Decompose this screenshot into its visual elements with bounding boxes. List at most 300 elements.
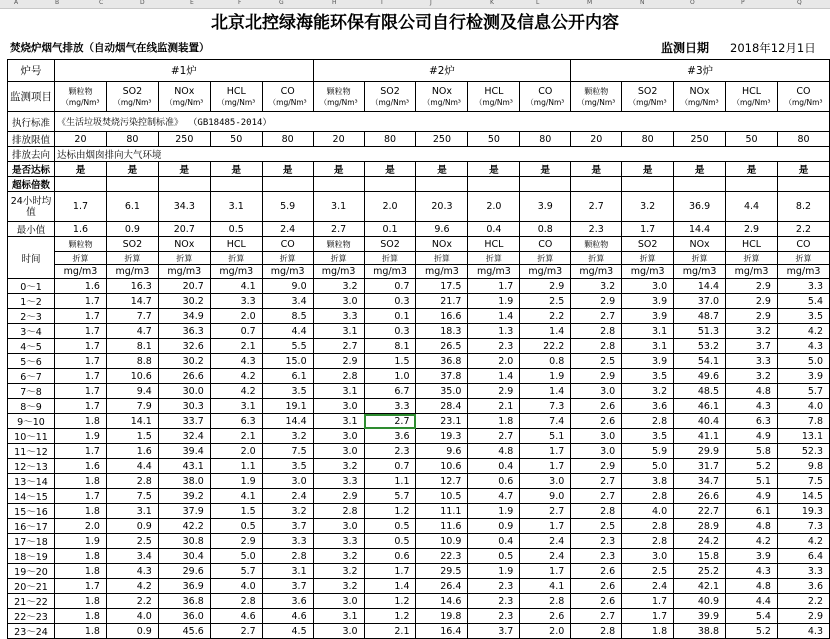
hour-label[interactable]: 23～24: [8, 624, 55, 639]
converted-label[interactable]: 折算: [726, 252, 778, 265]
data-cell[interactable]: 7.8: [777, 414, 829, 429]
data-cell[interactable]: 4.9: [726, 429, 778, 444]
data-cell[interactable]: 2.8: [571, 504, 622, 519]
compliance-value[interactable]: 是: [106, 162, 158, 177]
data-cell[interactable]: 2.9: [777, 609, 829, 624]
exceed-value[interactable]: [364, 177, 416, 192]
data-cell[interactable]: 2.9: [520, 279, 571, 294]
data-cell[interactable]: 6.7: [364, 384, 416, 399]
data-cell[interactable]: 4.4: [726, 594, 778, 609]
converted-label[interactable]: 折算: [777, 252, 829, 265]
column-header-G[interactable]: G: [279, 0, 284, 6]
data-cell[interactable]: 30.3: [158, 399, 210, 414]
data-cell[interactable]: 1.8: [55, 474, 107, 489]
column-header-N[interactable]: N: [640, 0, 645, 6]
data-cell[interactable]: 1.4: [468, 369, 520, 384]
compliance-label[interactable]: 是否达标: [8, 162, 55, 177]
data-cell[interactable]: 7.5: [106, 489, 158, 504]
data-cell[interactable]: 8.1: [364, 339, 416, 354]
hour-label[interactable]: 7～8: [8, 384, 55, 399]
data-cell[interactable]: 3.3: [777, 564, 829, 579]
destination-value[interactable]: 达标由烟囱排向大气环境: [55, 147, 830, 162]
data-cell[interactable]: 1.8: [55, 624, 107, 639]
data-cell[interactable]: 2.8: [313, 504, 364, 519]
compliance-value[interactable]: 是: [210, 162, 262, 177]
avg24-value[interactable]: 1.7: [55, 192, 107, 222]
unit-label[interactable]: mg/m3: [55, 265, 107, 279]
data-cell[interactable]: 5.0: [622, 459, 674, 474]
data-cell[interactable]: 3.0: [262, 474, 313, 489]
data-cell[interactable]: 19.8: [416, 609, 468, 624]
min-value[interactable]: 0.8: [520, 222, 571, 237]
data-cell[interactable]: 10.6: [106, 369, 158, 384]
pollutant-header-2[interactable]: CO: [777, 237, 829, 252]
limit-value[interactable]: 250: [674, 132, 726, 147]
data-cell[interactable]: 2.4: [622, 579, 674, 594]
data-cell[interactable]: 14.4: [674, 279, 726, 294]
data-cell[interactable]: 3.2: [313, 459, 364, 474]
data-cell[interactable]: 42.1: [674, 579, 726, 594]
data-cell[interactable]: 1.7: [55, 309, 107, 324]
data-cell[interactable]: 0.5: [364, 519, 416, 534]
data-cell[interactable]: 2.8: [622, 534, 674, 549]
data-cell[interactable]: 19.3: [416, 429, 468, 444]
avg24-value[interactable]: 4.4: [726, 192, 778, 222]
pollutant-header-2[interactable]: HCL: [210, 237, 262, 252]
data-cell[interactable]: 36.0: [158, 609, 210, 624]
data-cell[interactable]: 36.8: [158, 594, 210, 609]
data-cell[interactable]: 5.5: [262, 339, 313, 354]
data-cell[interactable]: 1.6: [55, 279, 107, 294]
data-cell[interactable]: 1.8: [55, 414, 107, 429]
data-cell[interactable]: 3.0: [520, 474, 571, 489]
data-cell[interactable]: 4.6: [262, 609, 313, 624]
data-cell[interactable]: 3.2: [313, 549, 364, 564]
data-cell[interactable]: 3.0: [313, 519, 364, 534]
pollutant-header[interactable]: [313, 82, 364, 112]
min-value[interactable]: 0.1: [364, 222, 416, 237]
data-cell[interactable]: 3.1: [622, 324, 674, 339]
data-cell[interactable]: 4.2: [726, 534, 778, 549]
data-cell[interactable]: 34.7: [674, 474, 726, 489]
data-cell[interactable]: 2.9: [571, 294, 622, 309]
limit-value[interactable]: 250: [416, 132, 468, 147]
data-cell[interactable]: 2.4: [520, 534, 571, 549]
data-cell[interactable]: 2.0: [210, 309, 262, 324]
hour-label[interactable]: 16～17: [8, 519, 55, 534]
data-cell[interactable]: 10.9: [416, 534, 468, 549]
exceed-value[interactable]: [416, 177, 468, 192]
data-cell[interactable]: 26.6: [674, 489, 726, 504]
limit-value[interactable]: 80: [364, 132, 416, 147]
data-cell[interactable]: 2.5: [520, 294, 571, 309]
data-cell[interactable]: 36.3: [158, 324, 210, 339]
data-cell[interactable]: 19.1: [262, 399, 313, 414]
unit-label[interactable]: mg/m3: [106, 265, 158, 279]
min-value[interactable]: 2.2: [777, 222, 829, 237]
converted-label[interactable]: 折算: [262, 252, 313, 265]
data-cell[interactable]: 2.0: [468, 354, 520, 369]
data-cell[interactable]: 2.3: [571, 534, 622, 549]
min-value[interactable]: 1.6: [55, 222, 107, 237]
data-cell[interactable]: 5.7: [210, 564, 262, 579]
exceed-value[interactable]: [106, 177, 158, 192]
exceed-value[interactable]: [262, 177, 313, 192]
data-cell[interactable]: 1.9: [468, 504, 520, 519]
data-cell[interactable]: 4.3: [777, 624, 829, 639]
data-cell[interactable]: 4.2: [106, 579, 158, 594]
data-cell[interactable]: 4.8: [726, 384, 778, 399]
data-cell[interactable]: 3.1: [622, 339, 674, 354]
data-cell[interactable]: 2.1: [468, 399, 520, 414]
data-cell[interactable]: 1.7: [55, 489, 107, 504]
data-cell[interactable]: 0.7: [364, 459, 416, 474]
exceed-value[interactable]: [571, 177, 622, 192]
data-cell[interactable]: 2.1: [364, 624, 416, 639]
data-cell[interactable]: 2.6: [520, 609, 571, 624]
data-cell[interactable]: 3.9: [726, 549, 778, 564]
standard-value[interactable]: 《生活垃圾焚烧污染控制标准》 （GB18485-2014）: [55, 112, 830, 132]
data-cell[interactable]: 3.1: [313, 324, 364, 339]
converted-label[interactable]: 折算: [571, 252, 622, 265]
avg24-value[interactable]: 2.7: [571, 192, 622, 222]
min-value[interactable]: 0.5: [210, 222, 262, 237]
pollutant-header-2[interactable]: 颗粒物: [55, 237, 107, 252]
data-cell[interactable]: 9.8: [777, 459, 829, 474]
pollutant-header[interactable]: [520, 82, 571, 112]
data-cell[interactable]: 3.1: [313, 609, 364, 624]
data-cell[interactable]: 0.5: [364, 534, 416, 549]
limit-value[interactable]: 80: [520, 132, 571, 147]
data-cell[interactable]: 11.1: [416, 504, 468, 519]
data-cell[interactable]: 1.7: [55, 399, 107, 414]
column-header-I[interactable]: I: [381, 0, 383, 6]
hour-label[interactable]: 3～4: [8, 324, 55, 339]
exceed-label[interactable]: 超标倍数: [8, 177, 55, 192]
data-cell[interactable]: 6.3: [726, 414, 778, 429]
data-cell[interactable]: 20.7: [158, 279, 210, 294]
data-cell[interactable]: 5.0: [777, 354, 829, 369]
data-cell[interactable]: 9.6: [416, 444, 468, 459]
data-cell[interactable]: 0.9: [106, 519, 158, 534]
column-header-F[interactable]: F: [238, 0, 242, 6]
pollutant-header[interactable]: [262, 82, 313, 112]
data-cell[interactable]: 3.0: [571, 384, 622, 399]
unit-label[interactable]: mg/m3: [726, 265, 778, 279]
converted-label[interactable]: 折算: [158, 252, 210, 265]
data-cell[interactable]: 1.8: [55, 609, 107, 624]
data-cell[interactable]: 2.7: [571, 309, 622, 324]
data-cell[interactable]: 1.3: [468, 324, 520, 339]
data-cell[interactable]: 6.1: [726, 504, 778, 519]
pollutant-header-2[interactable]: CO: [262, 237, 313, 252]
data-cell[interactable]: 2.9: [726, 294, 778, 309]
data-cell[interactable]: 7.3: [777, 519, 829, 534]
data-cell[interactable]: 7.3: [520, 399, 571, 414]
column-header-B[interactable]: B: [55, 0, 60, 6]
data-cell[interactable]: 1.9: [55, 534, 107, 549]
data-cell[interactable]: 3.0: [313, 444, 364, 459]
data-cell[interactable]: 1.7: [55, 369, 107, 384]
data-cell[interactable]: 5.8: [726, 444, 778, 459]
compliance-value[interactable]: 是: [262, 162, 313, 177]
hour-label[interactable]: 5～6: [8, 354, 55, 369]
data-cell[interactable]: 37.9: [158, 504, 210, 519]
data-cell[interactable]: 2.8: [520, 594, 571, 609]
pollutant-header-2[interactable]: 颗粒物: [571, 237, 622, 252]
data-cell[interactable]: 0.7: [210, 324, 262, 339]
data-cell[interactable]: 12.7: [416, 474, 468, 489]
exceed-value[interactable]: [158, 177, 210, 192]
data-cell[interactable]: 38.8: [674, 624, 726, 639]
pollutant-header-2[interactable]: SO2: [364, 237, 416, 252]
min-value[interactable]: 2.7: [313, 222, 364, 237]
furnace-label[interactable]: 炉号: [8, 60, 55, 82]
data-cell[interactable]: 36.9: [158, 579, 210, 594]
data-cell[interactable]: 4.5: [262, 624, 313, 639]
data-cell[interactable]: 3.2: [313, 579, 364, 594]
data-cell[interactable]: 30.2: [158, 354, 210, 369]
column-header-K[interactable]: K: [490, 0, 494, 6]
furnace-2-header[interactable]: #2炉: [313, 60, 571, 82]
data-cell[interactable]: 37.0: [674, 294, 726, 309]
column-header-C[interactable]: C: [99, 0, 104, 6]
data-cell[interactable]: 1.7: [55, 294, 107, 309]
data-cell[interactable]: 4.9: [726, 489, 778, 504]
data-cell[interactable]: 1.8: [55, 594, 107, 609]
data-cell[interactable]: 33.7: [158, 414, 210, 429]
unit-label[interactable]: mg/m3: [622, 265, 674, 279]
data-cell[interactable]: 46.1: [674, 399, 726, 414]
exceed-value[interactable]: [210, 177, 262, 192]
data-cell[interactable]: 4.1: [210, 489, 262, 504]
exceed-value[interactable]: [674, 177, 726, 192]
data-cell[interactable]: 26.4: [416, 579, 468, 594]
data-cell[interactable]: 4.1: [520, 579, 571, 594]
data-cell[interactable]: 3.0: [622, 549, 674, 564]
converted-label[interactable]: 折算: [520, 252, 571, 265]
hour-label[interactable]: 6～7: [8, 369, 55, 384]
pollutant-header-2[interactable]: NOx: [158, 237, 210, 252]
data-cell[interactable]: 2.8: [622, 519, 674, 534]
data-cell[interactable]: 39.4: [158, 444, 210, 459]
compliance-value[interactable]: 是: [726, 162, 778, 177]
data-cell[interactable]: 23.1: [416, 414, 468, 429]
data-cell[interactable]: 30.4: [158, 549, 210, 564]
data-cell[interactable]: 2.9: [468, 384, 520, 399]
pollutant-header-2[interactable]: NOx: [674, 237, 726, 252]
data-cell[interactable]: 3.0: [313, 429, 364, 444]
data-cell[interactable]: 3.9: [622, 354, 674, 369]
data-cell[interactable]: 3.2: [622, 384, 674, 399]
limit-value[interactable]: 50: [726, 132, 778, 147]
column-header-A[interactable]: A: [14, 0, 19, 6]
data-cell[interactable]: 10.5: [416, 489, 468, 504]
data-cell[interactable]: 2.7: [468, 429, 520, 444]
data-cell[interactable]: 28.9: [674, 519, 726, 534]
data-cell[interactable]: 28.4: [416, 399, 468, 414]
data-cell[interactable]: 54.1: [674, 354, 726, 369]
data-cell[interactable]: 0.5: [468, 549, 520, 564]
unit-label[interactable]: mg/m3: [364, 265, 416, 279]
data-cell[interactable]: 1.9: [520, 369, 571, 384]
data-cell[interactable]: 5.4: [777, 294, 829, 309]
data-cell[interactable]: 4.2: [777, 324, 829, 339]
data-cell[interactable]: 5.4: [726, 609, 778, 624]
min-value[interactable]: 20.7: [158, 222, 210, 237]
data-cell[interactable]: 16.6: [416, 309, 468, 324]
pollutant-header[interactable]: [210, 82, 262, 112]
limit-value[interactable]: 80: [622, 132, 674, 147]
avg24-value[interactable]: 20.3: [416, 192, 468, 222]
data-cell[interactable]: 2.2: [520, 309, 571, 324]
data-cell[interactable]: 4.0: [106, 609, 158, 624]
compliance-value[interactable]: 是: [468, 162, 520, 177]
data-cell[interactable]: 34.9: [158, 309, 210, 324]
data-cell[interactable]: 3.8: [622, 474, 674, 489]
data-cell[interactable]: 32.4: [158, 429, 210, 444]
compliance-value[interactable]: 是: [313, 162, 364, 177]
data-cell[interactable]: 41.1: [674, 429, 726, 444]
data-cell[interactable]: 1.7: [520, 444, 571, 459]
avg24-value[interactable]: 2.0: [468, 192, 520, 222]
data-cell[interactable]: 30.8: [158, 534, 210, 549]
data-cell[interactable]: 2.7: [571, 489, 622, 504]
data-cell[interactable]: 21.7: [416, 294, 468, 309]
pollutant-header[interactable]: [468, 82, 520, 112]
compliance-value[interactable]: 是: [674, 162, 726, 177]
column-header-P[interactable]: P: [741, 0, 745, 6]
data-cell[interactable]: 3.5: [777, 309, 829, 324]
hour-label[interactable]: 9～10: [8, 414, 55, 429]
data-cell[interactable]: 10.6: [416, 459, 468, 474]
data-cell[interactable]: 51.3: [674, 324, 726, 339]
data-cell[interactable]: 22.2: [520, 339, 571, 354]
data-cell[interactable]: 29.5: [416, 564, 468, 579]
exceed-value[interactable]: [313, 177, 364, 192]
data-cell[interactable]: 16.3: [106, 279, 158, 294]
min-value[interactable]: 1.7: [622, 222, 674, 237]
data-cell[interactable]: 3.0: [313, 594, 364, 609]
data-cell[interactable]: 3.6: [262, 594, 313, 609]
data-cell[interactable]: 3.3: [777, 279, 829, 294]
data-cell[interactable]: 4.7: [106, 324, 158, 339]
compliance-value[interactable]: 是: [364, 162, 416, 177]
data-cell[interactable]: 3.3: [313, 534, 364, 549]
data-cell[interactable]: 2.7: [571, 474, 622, 489]
data-cell[interactable]: 7.7: [106, 309, 158, 324]
data-cell[interactable]: 2.8: [313, 369, 364, 384]
hour-label[interactable]: 10～11: [8, 429, 55, 444]
data-cell[interactable]: 3.5: [622, 429, 674, 444]
data-cell[interactable]: 30.0: [158, 384, 210, 399]
data-cell[interactable]: 8.1: [106, 339, 158, 354]
compliance-value[interactable]: 是: [622, 162, 674, 177]
avg24-value[interactable]: 5.9: [262, 192, 313, 222]
data-cell[interactable]: 2.4: [520, 549, 571, 564]
data-cell[interactable]: 3.4: [106, 549, 158, 564]
data-cell[interactable]: 3.5: [262, 459, 313, 474]
avg24-value[interactable]: 36.9: [674, 192, 726, 222]
data-cell[interactable]: 39.9: [674, 609, 726, 624]
data-cell[interactable]: 22.7: [674, 504, 726, 519]
data-cell[interactable]: 4.2: [210, 384, 262, 399]
data-cell[interactable]: 2.2: [777, 594, 829, 609]
unit-label[interactable]: mg/m3: [416, 265, 468, 279]
data-cell[interactable]: 2.0: [210, 444, 262, 459]
pollutant-header-2[interactable]: 颗粒物: [313, 237, 364, 252]
exceed-value[interactable]: [622, 177, 674, 192]
data-cell[interactable]: 3.9: [622, 309, 674, 324]
data-cell[interactable]: 3.0: [313, 624, 364, 639]
data-cell[interactable]: 2.0: [520, 624, 571, 639]
data-cell[interactable]: 1.9: [210, 474, 262, 489]
pollutant-header-2[interactable]: SO2: [106, 237, 158, 252]
data-cell[interactable]: 1.8: [55, 564, 107, 579]
data-cell[interactable]: 3.2: [726, 369, 778, 384]
data-cell[interactable]: 2.3: [571, 549, 622, 564]
unit-label[interactable]: mg/m3: [520, 265, 571, 279]
data-cell[interactable]: 3.2: [313, 564, 364, 579]
data-cell[interactable]: 2.2: [106, 594, 158, 609]
data-cell[interactable]: 1.7: [622, 594, 674, 609]
hour-label[interactable]: 14～15: [8, 489, 55, 504]
min-value[interactable]: 2.9: [726, 222, 778, 237]
data-cell[interactable]: 5.2: [726, 624, 778, 639]
data-cell[interactable]: 2.7: [520, 504, 571, 519]
data-cell[interactable]: 2.5: [571, 519, 622, 534]
data-cell[interactable]: 0.9: [468, 519, 520, 534]
data-cell[interactable]: 5.9: [622, 444, 674, 459]
hour-label[interactable]: 8～9: [8, 399, 55, 414]
data-cell[interactable]: 3.0: [571, 429, 622, 444]
data-cell[interactable]: 3.1: [313, 414, 364, 429]
data-cell[interactable]: 3.7: [468, 624, 520, 639]
data-cell[interactable]: 1.5: [364, 354, 416, 369]
data-cell[interactable]: 52.3: [777, 444, 829, 459]
data-cell[interactable]: 1.8: [55, 549, 107, 564]
data-cell[interactable]: 1.4: [364, 579, 416, 594]
data-cell[interactable]: 5.7: [777, 384, 829, 399]
converted-label[interactable]: 折算: [622, 252, 674, 265]
data-cell[interactable]: 1.4: [520, 384, 571, 399]
data-cell[interactable]: 2.4: [262, 489, 313, 504]
data-cell[interactable]: 29.6: [158, 564, 210, 579]
pollutant-header[interactable]: [726, 82, 778, 112]
data-cell[interactable]: 1.7: [55, 354, 107, 369]
data-cell[interactable]: 3.6: [622, 399, 674, 414]
hour-label[interactable]: 11～12: [8, 444, 55, 459]
hour-label[interactable]: 0～1: [8, 279, 55, 294]
hour-label[interactable]: 21～22: [8, 594, 55, 609]
data-cell[interactable]: 0.6: [364, 549, 416, 564]
data-cell[interactable]: 4.8: [726, 579, 778, 594]
data-cell[interactable]: 8.5: [262, 309, 313, 324]
data-cell[interactable]: 48.7: [674, 309, 726, 324]
data-cell[interactable]: 3.3: [364, 399, 416, 414]
pollutant-header[interactable]: [674, 82, 726, 112]
avg24-label[interactable]: 24小时均值: [8, 192, 55, 222]
pollutant-header-2[interactable]: CO: [520, 237, 571, 252]
data-cell[interactable]: 1.9: [468, 564, 520, 579]
data-cell[interactable]: 2.9: [726, 309, 778, 324]
data-cell[interactable]: 1.9: [55, 429, 107, 444]
data-cell[interactable]: 3.2: [262, 504, 313, 519]
data-cell[interactable]: 26.6: [158, 369, 210, 384]
data-cell[interactable]: 2.5: [571, 354, 622, 369]
standard-label[interactable]: 执行标准: [8, 112, 55, 132]
data-cell[interactable]: 14.5: [777, 489, 829, 504]
